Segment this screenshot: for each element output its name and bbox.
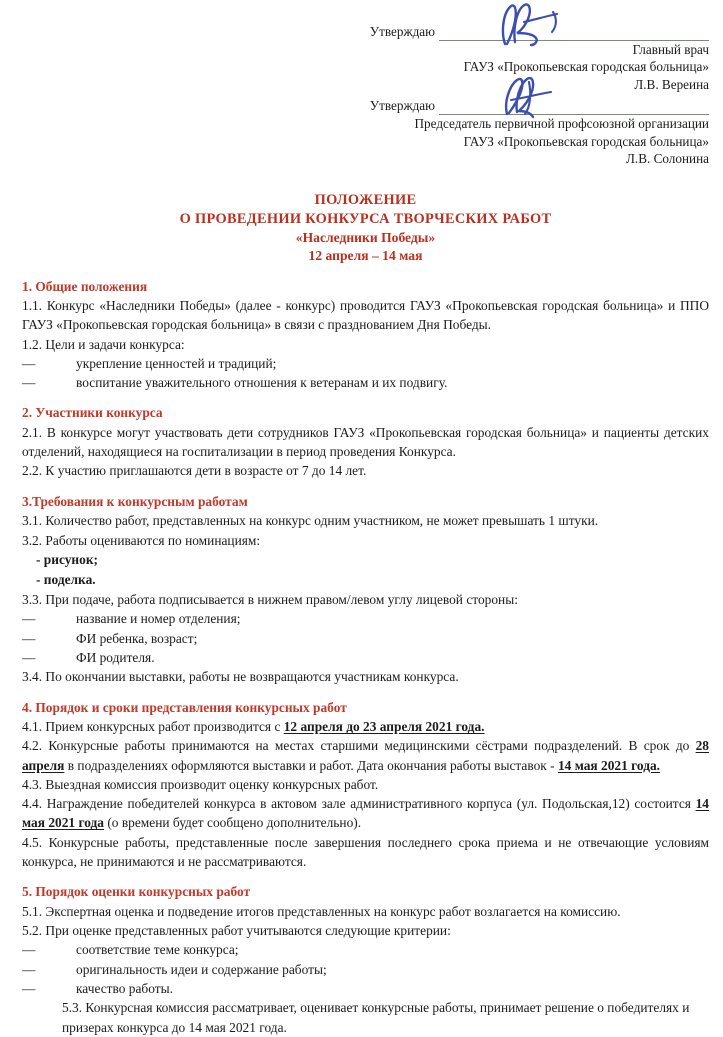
list-item (22, 648, 709, 667)
paragraph: 2.2. К участию приглашаются дети в возрасте от 7 до 14 лет. (22, 463, 367, 479)
paragraph (22, 794, 709, 833)
document-body (22, 277, 709, 1037)
em-dash-bullet-icon: — (22, 649, 36, 665)
section-spacer (22, 392, 709, 403)
paragraph-text: (о времени будет сообщено дополнительно). (103, 815, 362, 831)
highlighted-date: 28 апреля (22, 738, 709, 773)
document-title (22, 191, 709, 266)
paragraph: 3.1. Количество работ, представленных на конкурс одним участником, не может превышать 1 штуки. (22, 513, 599, 529)
paragraph: 5.1. Экспертная оценка и подведение итогов представленных на конкурс работ возлагается на комиссию. (22, 903, 621, 919)
nomination-item: - поделка. (36, 571, 96, 587)
signature-line-1 (439, 26, 709, 41)
approval-label-2: Утверждаю (369, 98, 435, 114)
section-heading: 3.Требования к конкурсным работам (22, 493, 248, 509)
approval-block-2 (22, 96, 709, 167)
approval-name-1: Л.В. Вереина (634, 76, 709, 92)
paragraph: 1.2. Цели и задачи конкурса: (22, 336, 185, 352)
approval-header (22, 22, 709, 168)
section-heading: 4. Порядок и сроки представления конкурсных работ (22, 699, 347, 715)
em-dash-bullet-icon: — (22, 980, 36, 996)
paragraph (22, 736, 709, 775)
paragraph: 4.3. Выездная комиссия производит оценку конкурсных работ. (22, 776, 379, 792)
section-heading: 2. Участники конкурса (22, 405, 163, 421)
paragraph: 5.2. При оценке представленных работ учитываются следующие критерии: (22, 923, 451, 939)
paragraph: 3.4. По окончании выставки, работы не возвращаются участникам конкурса. (22, 669, 459, 685)
list-item-label: оригинальность идеи и содержание работы; (76, 961, 327, 977)
list-item (22, 354, 709, 373)
approval-signature-row-1 (22, 22, 709, 41)
title-line-contest-name: «Наследники Победы» (295, 230, 436, 246)
list-item (22, 629, 709, 648)
list-item (22, 960, 709, 979)
approval-block-1 (22, 22, 709, 93)
signature-mark-icon (491, 2, 569, 46)
dash-list (22, 940, 709, 998)
approval-role-2: Председатель первичной профсоюзной организации (414, 116, 709, 132)
list-item (22, 609, 709, 628)
paragraph-text: 4.4. Награждение победителей конкурса в актовом зале административного корпуса (ул. Подольская,12) состоится (22, 796, 696, 812)
list-item-label: качество работы. (76, 980, 173, 996)
dash-list (22, 609, 709, 667)
paragraph-text: 4.2. Конкурсные работы принимаются на местах старшими медицинскими сёстрами подразделений. В срок до (22, 738, 696, 754)
paragraph: 3.2. Работы оцениваются по номинациям: (22, 532, 261, 548)
em-dash-bullet-icon: — (22, 355, 36, 371)
list-item (22, 979, 709, 998)
list-item-label: название и номер отделения; (76, 611, 241, 627)
highlighted-date: 12 апреля до 23 апреля 2021 года. (283, 718, 485, 734)
section-spacer (22, 481, 709, 492)
list-item-label: ФИ ребенка, возраст; (76, 630, 198, 646)
highlighted-date: 14 мая 2021 года. (557, 757, 661, 773)
list-item (22, 940, 709, 959)
paragraph: 1.1. Конкурс «Наследники Победы» (далее - конкурс) проводится ГАУЗ «Прокопьевская городская больница» и ППО ГАУЗ «Прокопьевская городская больница» в связи с празднованием Дня Победы. (22, 297, 709, 333)
approval-signature-row-2 (22, 96, 709, 115)
em-dash-bullet-icon: — (22, 611, 36, 627)
title-line-subject: О ПРОВЕДЕНИИ КОНКУРСА ТВОРЧЕСКИХ РАБОТ (179, 210, 552, 227)
list-item-label: укрепление ценностей и традиций; (76, 355, 277, 371)
list-item-label: соответствие теме конкурса; (76, 942, 239, 958)
paragraph: 3.3. При подаче, работа подписывается в нижнем правом/левом углу лицевой стороны: (22, 592, 518, 608)
signature-line-2 (439, 100, 709, 115)
paragraph: 2.1. В конкурсе могут участвовать дети сотрудников ГАУЗ «Прокопьевская городская больница» и пациенты детских отделений, находящиеся на госпитализации в период проведения Конкурса. (22, 424, 709, 460)
list-item (22, 373, 709, 392)
list-item-label: ФИ родителя. (76, 649, 155, 665)
highlighted-date: 14 мая 2021 года (22, 796, 709, 831)
dash-list (22, 354, 709, 393)
title-line-dates: 12 апреля – 14 мая (308, 248, 423, 264)
paragraph: 4.5. Конкурсные работы, представленные после завершения последнего срока приема и не отвечающие условиям конкурса, не принимаются и не рассматриваются. (22, 834, 709, 870)
approval-role-1: Главный врач (632, 42, 709, 57)
title-line-polozhenie: ПОЛОЖЕНИЕ (314, 191, 417, 208)
section-heading: 1. Общие положения (22, 278, 148, 294)
paragraph-text: 4.1. Прием конкурсных работ производится с (22, 718, 284, 734)
approval-org-2: ГАУЗ «Прокопьевская городская больница» (463, 133, 709, 149)
em-dash-bullet-icon: — (22, 375, 36, 391)
paragraph (22, 717, 709, 736)
section-spacer (22, 687, 709, 698)
approval-label-1: Утверждаю (369, 24, 435, 40)
section-heading: 5. Порядок оценки конкурсных работ (22, 884, 251, 900)
section-spacer (22, 871, 709, 882)
em-dash-bullet-icon: — (22, 961, 36, 977)
paragraph-text: в подразделениях оформляются выставки и работ. Дата окончания работы выставок - (64, 757, 558, 773)
em-dash-bullet-icon: — (22, 942, 36, 958)
paragraph: 5.3. Конкурсная комиссия рассматривает, оценивает конкурсные работы, принимает решение о победителях и призерах конкурса до 14 мая 2021 года. (62, 1000, 690, 1035)
nomination-item: - рисунок; (36, 551, 99, 567)
list-item-label: воспитание уважительного отношения к ветеранам и их подвигу. (76, 375, 448, 391)
approval-org-1: ГАУЗ «Прокопьевская городская больница» (463, 59, 709, 75)
em-dash-bullet-icon: — (22, 630, 36, 646)
approval-name-2: Л.В. Солонина (625, 151, 709, 167)
